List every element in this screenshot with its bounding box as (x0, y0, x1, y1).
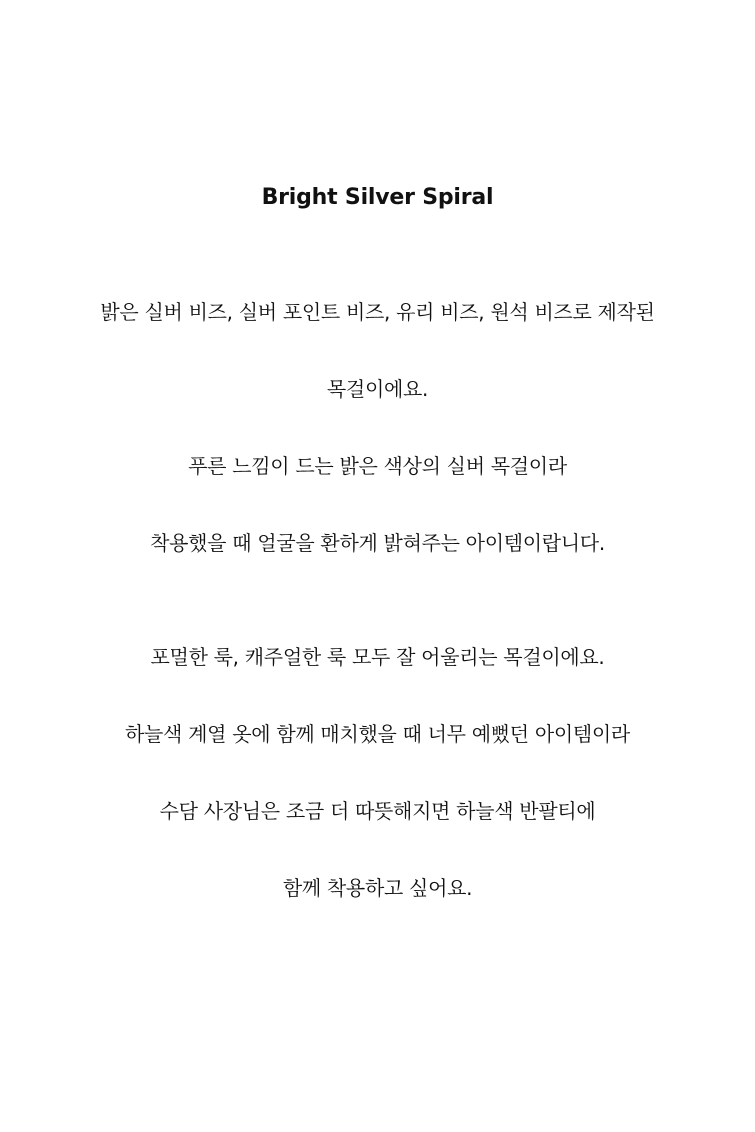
document-title: Bright Silver Spiral (261, 185, 494, 210)
paragraph1-line-1: 밝은 실버 비즈, 실버 포인트 비즈, 유리 비즈, 원석 비즈로 제작된 (100, 300, 655, 324)
paragraph2-line-2: 하늘색 계열 옷에 함께 매치했을 때 너무 예뻤던 아이템이라 (125, 722, 630, 746)
paragraph1-line-2: 목걸이에요. (326, 377, 429, 401)
paragraph2-line-3: 수담 사장님은 조금 더 따뜻해지면 하늘색 반팔티에 (159, 799, 596, 823)
paragraph1-line-4: 착용했을 때 얼굴을 환하게 밝혀주는 아이템이랍니다. (150, 531, 605, 555)
paragraph1-line-3: 푸른 느낌이 드는 밝은 색상의 실버 목걸이라 (188, 454, 567, 478)
paragraph2-line-4: 함께 착용하고 싶어요. (282, 876, 473, 900)
paragraph2-line-1: 포멀한 룩, 캐주얼한 룩 모두 잘 어울리는 목걸이에요. (150, 645, 605, 669)
